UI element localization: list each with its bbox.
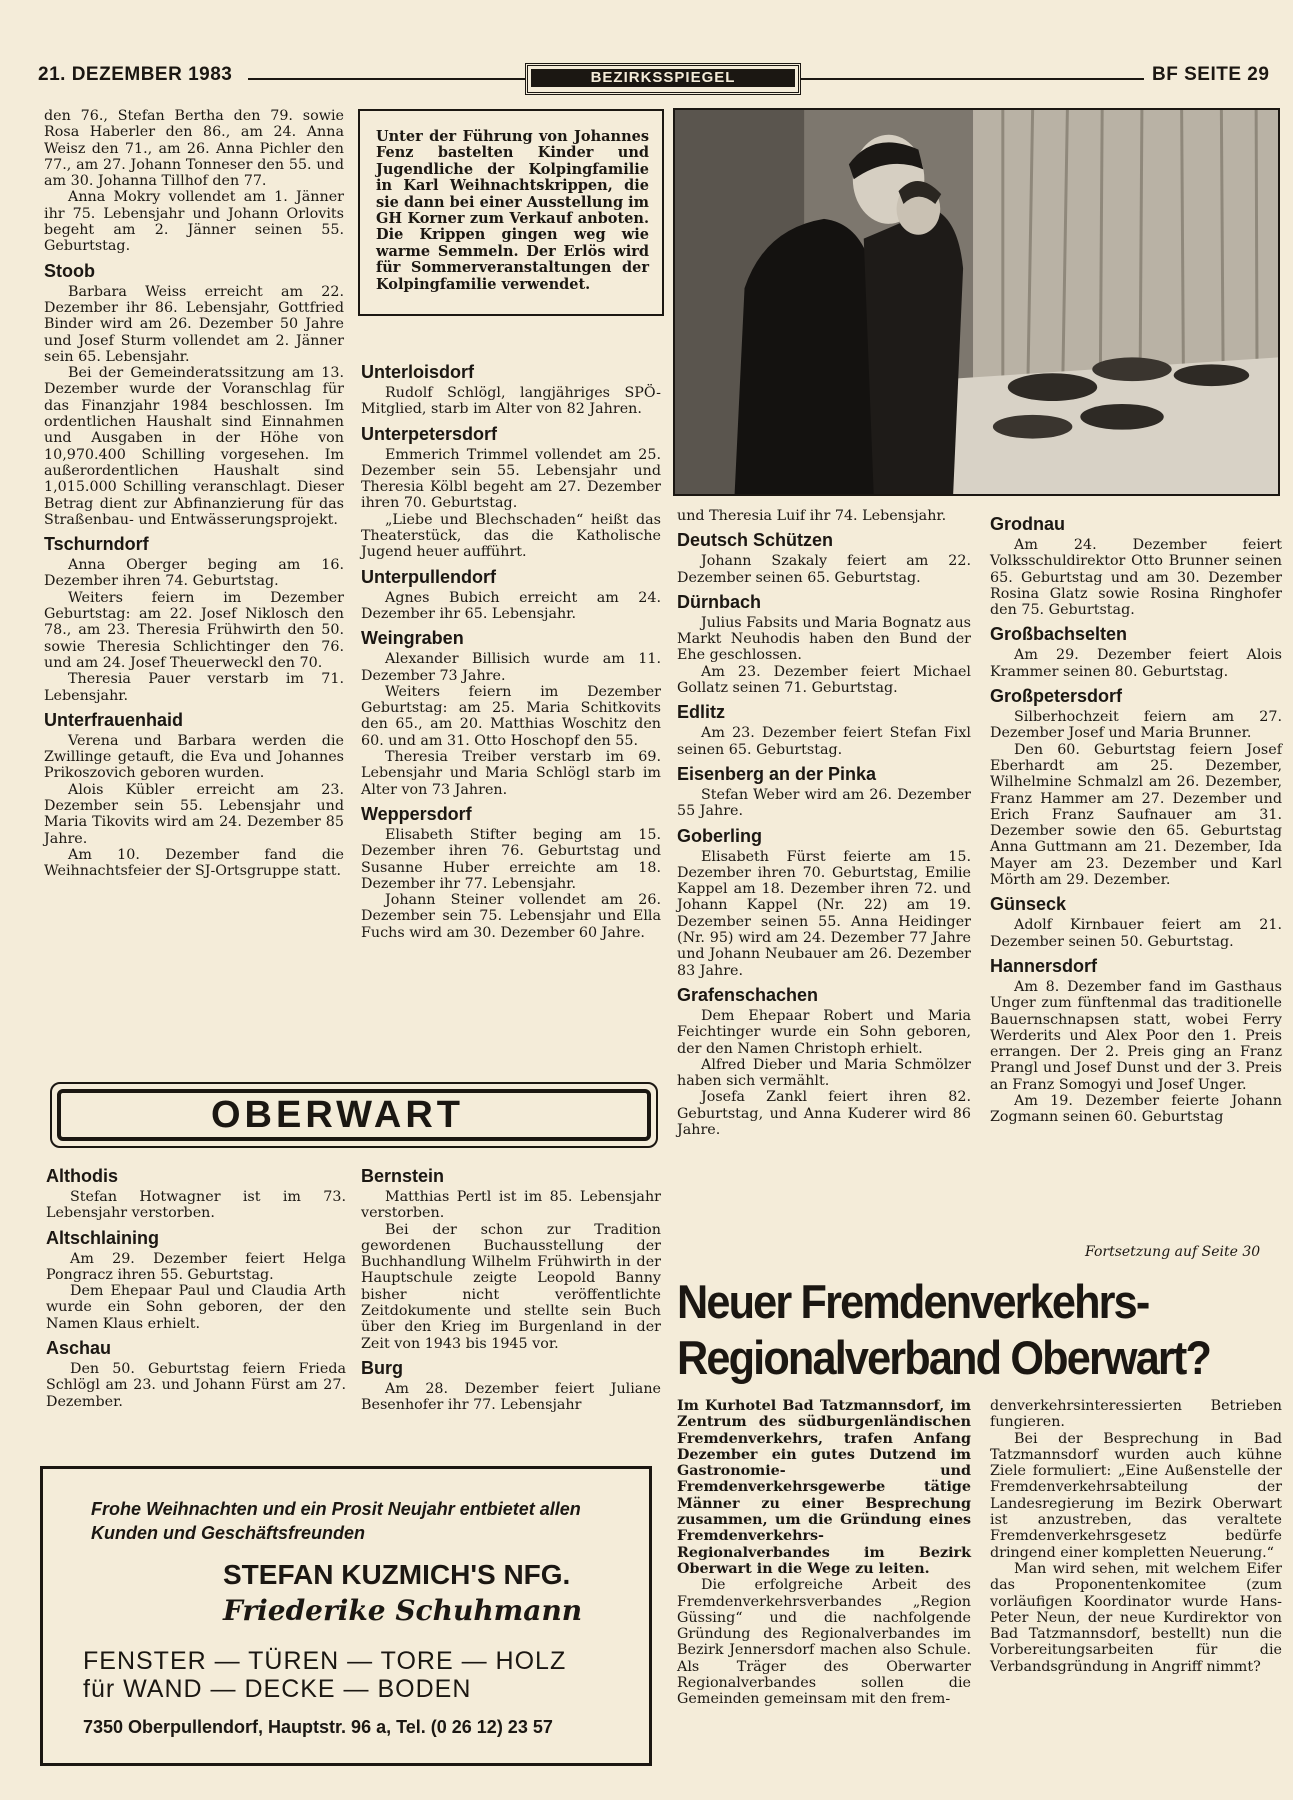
paragraph: Am 8. Dezember fand im Gasthaus Unger zum fünftenmal das traditionelle Bauernschnapsen statt, wobei Ferry Werderits und Alex Poor den 1. Preis errangen. Der 2. Preis ging an Franz Prangl und Josef Dunst und der 3. Preis an Franz Somogyi und Josef Unger. xyxy=(990,978,1282,1093)
article-headline: Neuer Fremdenverkehrs-Regionalverband Oberwart? xyxy=(677,1275,1211,1384)
paragraph: Am 19. Dezember feierte Johann Zogmann seinen 60. Geburtstag xyxy=(990,1093,1282,1126)
paragraph: Weiters feiern im Dezember Geburtstag: am 22. Josef Niklosch den 78., am 23. Theresia Frühwirth den 50. sowie Theresia Schlichtinger den 76. und am 24. Josef Theuerweckl den 70. xyxy=(44,589,344,671)
oberwart-banner xyxy=(50,1082,658,1148)
heading-stoob: Stoob xyxy=(44,260,95,281)
header-rule-right xyxy=(801,78,1144,80)
paragraph: Dem Ehepaar Paul und Claudia Arth wurde ein Sohn geboren, der den Namen Klaus erhielt. xyxy=(46,1283,346,1332)
paragraph: Theresia Pauer verstarb im 71. Lebensjahr. xyxy=(44,671,344,704)
heading-eisenberg: Eisenberg an der Pinka xyxy=(677,763,877,784)
ad-owner: Friederike Schuhmann xyxy=(223,1594,583,1627)
paragraph: Stefan Weber wird am 26. Dezember 55 Jahre. xyxy=(677,786,971,820)
heading-grodnau: Grodnau xyxy=(990,514,1065,534)
header-rule-left xyxy=(248,78,525,80)
heading-unterfrauenhaid: Unterfrauenhaid xyxy=(44,709,184,730)
heading-burg: Burg xyxy=(361,1357,403,1378)
heading-goberling: Goberling xyxy=(677,825,762,846)
paragraph: Alexander Billisich wurde am 11. Dezember 73 Jahre. xyxy=(361,651,661,684)
paragraph: Am 24. Dezember feiert Volksschuldirektor Otto Brunner seinen 65. Geburtstag und am 30. Dezember Rosina Glatz sowie Rosina Ringhofer den 75. Geburtstag. xyxy=(990,537,1282,619)
column-1 xyxy=(44,108,344,879)
paragraph: Man wird sehen, mit welchem Eifer das Proponentenkomitee (zum vorläufigen Koordinator wurde Hans-Peter Neun, der neue Kurdirektor von Bad Tatzmannsdorf, bestellt) nun die Vorbereitungsarbeiten für die Verbandsgründung in Angriff nimmt? xyxy=(990,1560,1282,1675)
heading-grosspetersdorf: Großpetersdorf xyxy=(990,686,1123,707)
paragraph: Matthias Pertl ist im 85. Lebensjahr verstorben. xyxy=(361,1189,661,1222)
paragraph: den 76., Stefan Bertha den 79. sowie Rosa Haberler den 86., am 24. Anna Weisz den 71., am 26. Anna Pichler den 77., am 27. Johann Tonneser den 55. und am 30. Johanna Tillhof den 77. xyxy=(44,108,344,190)
advertisement xyxy=(40,1466,652,1766)
paragraph: Rudolf Schlögl, langjähriges SPÖ-Mitglied, starb im Alter von 82 Jahren. xyxy=(361,385,661,418)
paragraph: Theresia Treiber verstarb im 69. Lebensjahr und Maria Schlögl starb im Alter von 73 Jahren. xyxy=(361,749,661,798)
heading-aschau: Aschau xyxy=(46,1338,112,1359)
ad-greeting: Frohe Weihnachten und ein Prosit Neujahr entbietet allen Kunden und Geschäftsfreunden xyxy=(91,1499,581,1543)
heading-althodis: Althodis xyxy=(46,1166,118,1186)
ad-company: STEFAN KUZMICH'S NFG. xyxy=(223,1559,571,1590)
heading-tschurndorf: Tschurndorf xyxy=(44,534,149,555)
paragraph: Bei der Besprechung in Bad Tatzmannsdorf wurden auch kühne Ziele formuliert: „Eine Außenstelle der Fremdenverkehrsabteilung der Landesregierung im Bezirk Oberwart ist anzustreben, das veraltete Fremdenverkehrsgesetz bedürfe dringend einer kompletten Neuerung.“ xyxy=(990,1430,1282,1561)
oberwart-title: OBERWART xyxy=(57,1089,651,1141)
paragraph: Julius Fabsits und Maria Bognatz aus Markt Neuhodis haben den Bund der Ehe geschlossen. xyxy=(677,614,971,664)
heading-bernstein: Bernstein xyxy=(361,1166,445,1186)
ad-products: FENSTER — TÜREN — TORE — HOLZ für WAND — DECKE — BODEN xyxy=(83,1647,567,1703)
paragraph: Emmerich Trimmel vollendet am 25. Dezember sein 55. Lebensjahr und Theresia Kölbl begeht am 27. Dezember ihren 70. Geburtstag. xyxy=(361,446,661,512)
page-date: 21. DEZEMBER 1983 xyxy=(38,64,233,85)
paragraph: Bei der schon zur Tradition gewordenen Buchausstellung der Buchhandlung Wilhelm Frühwirth in der Hauptschule zeigte Leopold Banny bisher nicht veröffentlichte Zeitdokumente und stellte sein Buch über den Krieg im Burgenland in der Zeit von 1943 bis 1945 vor. xyxy=(361,1221,661,1352)
paragraph: und Theresia Luif ihr 74. Lebensjahr. xyxy=(677,508,947,524)
paragraph: Am 23. Dezember feiert Michael Gollatz seinen 71. Geburtstag. xyxy=(677,663,971,697)
heading-guenseck: Günseck xyxy=(990,894,1067,915)
heading-unterpetersdorf: Unterpetersdorf xyxy=(361,423,498,444)
oberwart-column-right xyxy=(361,1160,661,1414)
paragraph: Anna Mokry vollendet am 1. Jänner ihr 75. Lebensjahr und Johann Orlovits begeht am 2. Jänner seinen 55. Geburtstag. xyxy=(44,189,344,255)
column-4 xyxy=(990,508,1282,1126)
heading-hannersdorf: Hannersdorf xyxy=(990,955,1098,976)
paragraph: Stefan Hotwagner ist im 73. Lebensjahr verstorben. xyxy=(46,1189,346,1222)
paragraph: Alois Kübler erreicht am 23. Dezember sein 55. Lebensjahr und Maria Tikovits wird am 24. Dezember 85 Jahre. xyxy=(44,781,344,847)
paragraph: Agnes Bubich erreicht am 24. Dezember ihr 65. Lebensjahr. xyxy=(361,589,661,622)
paragraph: Den 60. Geburtstag feiern Josef Eberhardt am 25. Dezember, Wilhelmine Schmalzl am 26. Dezember, Franz Hammer am 27. Dezember und Erich Franz Saufnauer am 31. Dezember sowie den 65. Geburtstag Anna Guttmann am 21. Dezember, Ida Mayer am 23. Dezember und Karl Mörth am 29. Dezember. xyxy=(990,741,1282,889)
heading-unterloisdorf: Unterloisdorf xyxy=(361,362,475,382)
paragraph: „Liebe und Blechschaden“ heißt das Theaterstück, das die Katholische Jugend heuer aufführt. xyxy=(361,511,661,561)
paragraph: Den 50. Geburtstag feiern Frieda Schlögl am 23. und Johann Fürst am 27. Dezember. xyxy=(46,1361,346,1410)
paragraph: Johann Szakaly feiert am 22. Dezember seinen 65. Geburtstag. xyxy=(677,553,971,586)
heading-duernbach: Dürnbach xyxy=(677,591,762,612)
heading-weppersdorf: Weppersdorf xyxy=(361,803,472,824)
paragraph: Weiters feiern im Dezember Geburtstag: am 25. Maria Schitkovits den 65., am 20. Matthias Woschitz den 60. und am 31. Otto Hoschopf den 55. xyxy=(361,683,661,749)
continuation-note: Fortsetzung auf Seite 30 xyxy=(1085,1244,1261,1260)
article-lead: Im Kurhotel Bad Tatzmannsdorf, im Zentrum des südburgenländischen Fremdenverkehrs, trafen Anfang Dezember ein gutes Dutzend im Gastronomie- und Fremdenverkehrsgewerbe tätige Männer zu einer Besprechung zusammen, um die Gründung eines Fremdenverkehrs-Regionalverbandes im Bezirk Oberwart in die Wege zu leiten. xyxy=(677,1398,971,1577)
section-label-box xyxy=(525,63,801,95)
paragraph: Josefa Zankl feiert ihren 82. Geburtstag, und Anna Kuderer wird 86 Jahre. xyxy=(677,1089,971,1139)
paragraph: Am 28. Dezember feiert Juliane Besenhofer ihr 77. Lebensjahr xyxy=(361,1380,661,1414)
paragraph: denverkehrsinteressierten Betrieben fungieren. xyxy=(990,1398,1282,1431)
column-3 xyxy=(677,508,971,1138)
paragraph: Am 23. Dezember feiert Stefan Fixl seinen 65. Geburtstag. xyxy=(677,725,971,758)
heading-altschlaining: Altschlaining xyxy=(46,1227,160,1248)
paragraph: Am 29. Dezember feiert Helga Pongracz ihren 55. Geburtstag. xyxy=(46,1250,346,1283)
paragraph: Silberhochzeit feiern am 27. Dezember Josef und Maria Brunner. xyxy=(990,709,1282,742)
photo-caption: Unter der Führung von Johannes Fenz bastelten Kinder und Jugendliche der Kolpingfamilie in Karl Weihnachtskrippen, die sie dann bei einer Ausstellung im GH Korner zum Verkauf anboten. Die Krippen gingen weg wie warme Semmeln. Der Erlös wird für Sommerveranstaltungen der Kolpingfamilie verwendet. xyxy=(358,109,664,316)
krippen-photo xyxy=(673,108,1280,496)
heading-edlitz: Edlitz xyxy=(677,702,725,723)
paragraph: Johann Steiner vollendet am 26. Dezember sein 75. Lebensjahr und Ella Fuchs wird am 30. Dezember 60 Jahre. xyxy=(361,892,661,941)
paragraph: Alfred Dieber und Maria Schmölzer haben sich vermählt. xyxy=(677,1056,971,1090)
ad-address: 7350 Oberpullendorf, Hauptstr. 96 a, Tel. (0 26 12) 23 57 xyxy=(83,1717,553,1737)
paragraph: Am 29. Dezember feiert Alois Krammer seinen 80. Geburtstag. xyxy=(990,647,1282,680)
section-label: BEZIRKSSPIEGEL xyxy=(531,69,795,87)
heading-deutsch-schuetzen: Deutsch Schützen xyxy=(677,530,834,551)
paragraph: Am 10. Dezember fand die Weihnachtsfeier der SJ-Ortsgruppe statt. xyxy=(44,846,344,880)
paragraph: Anna Oberger beging am 16. Dezember ihren 74. Geburtstag. xyxy=(44,557,344,590)
paragraph: Bei der Gemeinderatssitzung am 13. Dezember wurde der Voranschlag für das Finanzjahr 1984 beschlossen. Im ordentlichen Haushalt sind Einnahmen und Ausgaben in der Höhe von 10,970.400 Schilling vorgesehen. Im außerordentlichen Haushalt sind 1,015.000 Schilling veranschlagt. Dieser Betrag dient zur Abfinanzierung für das Straßenbau- und Entwässerungsprojekt. xyxy=(44,365,344,528)
oberwart-column-left xyxy=(46,1160,346,1410)
paragraph: Barbara Weiss erreicht am 22. Dezember ihr 86. Lebensjahr, Gottfried Binder wird am 26. Dezember 50 Jahre und Josef Sturm vollendet am 2. Jänner sein 65. Lebensjahr. xyxy=(44,283,344,365)
paragraph: Elisabeth Fürst feierte am 15. Dezember ihren 70. Geburtstag, Emilie Kappel am 18. Dezember ihren 72. und Johann Kappel (Nr. 22) am 19. Dezember seinen 55. Anna Heidinger (Nr. 95) wird am 24. Dezember 77 Jahre und Johann Neubauer am 26. Dezember 83 Jahre. xyxy=(677,848,971,979)
page-number: BF SEITE 29 xyxy=(1152,64,1270,85)
heading-unterpullendorf: Unterpullendorf xyxy=(361,566,496,587)
heading-grossbachselten: Großbachselten xyxy=(990,624,1128,645)
article-column-left xyxy=(677,1398,971,1708)
paragraph: Adolf Kirnbauer feiert am 21. Dezember seinen 50. Geburtstag. xyxy=(990,917,1282,950)
column-2 xyxy=(361,356,661,941)
paragraph: Verena und Barbara werden die Zwillinge getauft, die Eva und Johannes Prikoszovich geboren wurden. xyxy=(44,732,344,782)
heading-weingraben: Weingraben xyxy=(361,628,464,649)
heading-grafenschachen: Grafenschachen xyxy=(677,984,819,1005)
article-column-right xyxy=(990,1398,1282,1675)
paragraph: Elisabeth Stifter beging am 15. Dezember ihren 76. Geburtstag und Susanne Huber erreichte am 18. Dezember ihr 77. Lebensjahr. xyxy=(361,826,661,892)
paragraph: Die erfolgreiche Arbeit des Fremdenverkehrsverbandes „Region Güssing“ und die nachfolgende Gründung des Regionalverbandes im Bezirk Jennersdorf machen also Schule. Als Träger des Oberwarter Regionalverbandes sollen die Gemeinden gemeinsam mit den frem- xyxy=(677,1577,971,1708)
paragraph: Dem Ehepaar Robert und Maria Feichtinger wurde ein Sohn geboren, der den Namen Christoph erhielt. xyxy=(677,1007,971,1057)
